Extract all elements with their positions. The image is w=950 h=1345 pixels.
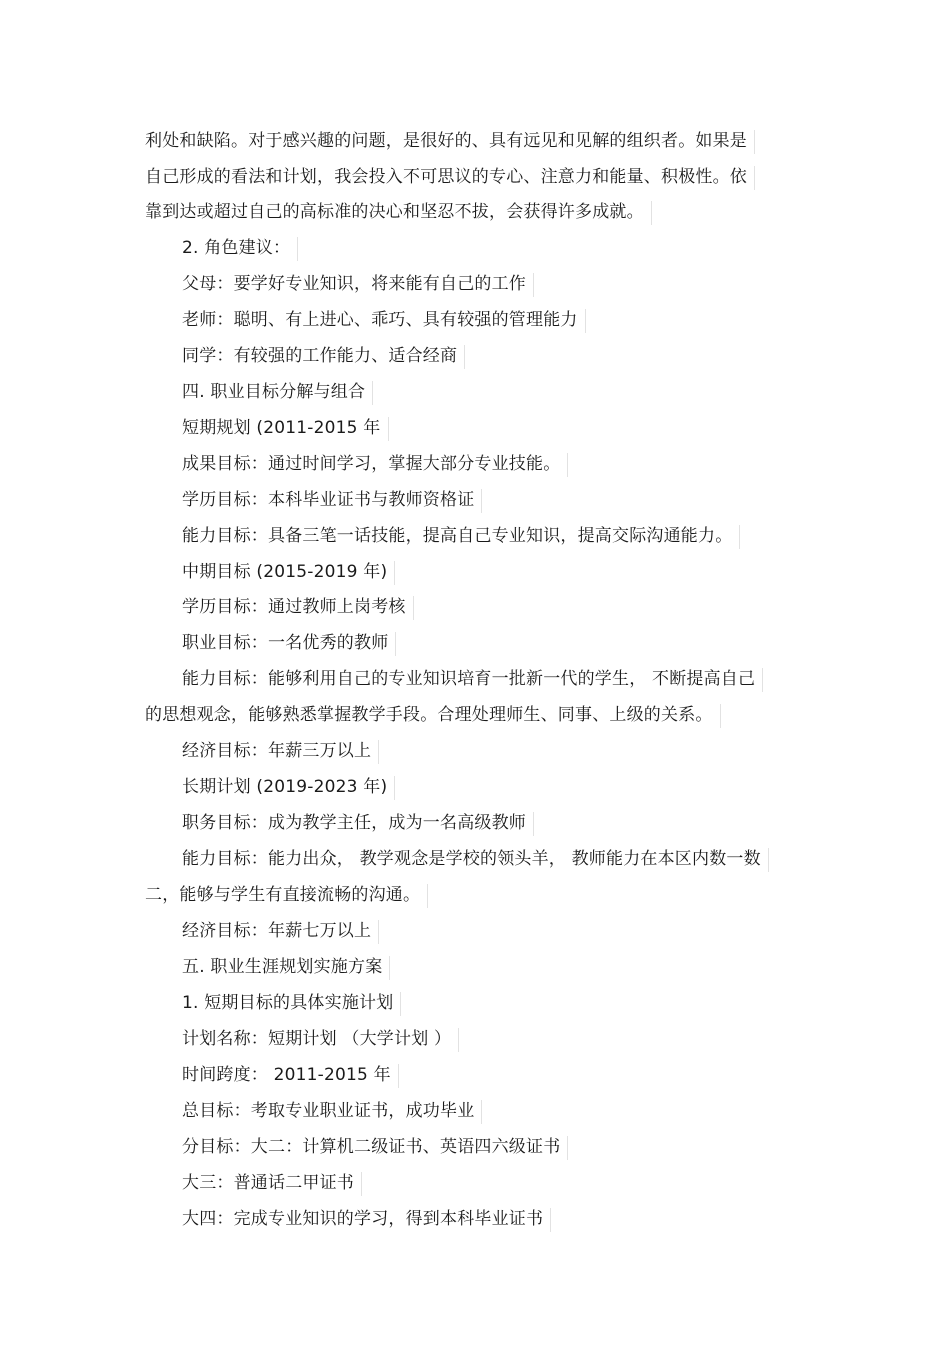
text-line: 的思想观念，能够熟悉掌握教学手段。合理处理师生、同事、上级的关系。 [145, 698, 713, 732]
text-line: 学历目标：本科毕业证书与教师资格证 [182, 483, 474, 517]
text-line: 成果目标：通过时间学习，掌握大部分专业技能。 [182, 447, 560, 481]
subsection-heading: 短期规划 (2011-2015 年 [182, 411, 381, 445]
text-line: 职务目标：成为教学主任，成为一名高级教师 [182, 806, 526, 840]
text-line: 时间跨度： 2011-2015 年 [182, 1058, 391, 1092]
text-line: 能力目标：具备三笔一话技能，提高自己专业知识，提高交际沟通能力。 [182, 519, 732, 553]
section-heading: 2. 角色建议： [182, 231, 290, 265]
text-line: 大四：完成专业知识的学习，得到本科毕业证书 [182, 1202, 543, 1236]
text-line: 能力目标：能够利用自己的专业知识培育一批新一代的学生， 不断提高自己 [182, 662, 755, 696]
subsection-heading: 长期计划 (2019-2023 年) [182, 770, 387, 804]
section-heading: 四. 职业目标分解与组合 [182, 375, 365, 409]
text-line: 分目标：大二：计算机二级证书、英语四六级证书 [182, 1130, 560, 1164]
text-line: 大三：普通话二甲证书 [182, 1166, 354, 1200]
text-line: 学历目标：通过教师上岗考核 [182, 590, 406, 624]
text-line: 同学：有较强的工作能力、适合经商 [182, 339, 457, 373]
text-line: 利处和缺陷。对于感兴趣的问题，是很好的、具有远见和见解的组织者。如果是 [145, 124, 747, 158]
text-line: 父母：要学好专业知识，将来能有自己的工作 [182, 267, 526, 301]
text-line: 经济目标：年薪三万以上 [182, 734, 371, 768]
subsection-heading: 中期目标 (2015-2019 年) [182, 555, 387, 589]
section-heading: 五. 职业生涯规划实施方案 [182, 950, 382, 984]
text-line: 计划名称：短期计划 （大学计划 ） [182, 1022, 451, 1056]
subsection-heading: 1. 短期目标的具体实施计划 [182, 986, 393, 1020]
text-line: 老师：聪明、有上进心、乖巧、具有较强的管理能力 [182, 303, 578, 337]
text-line: 经济目标：年薪七万以上 [182, 914, 371, 948]
text-line: 靠到达或超过自己的高标准的决心和坚忍不拔，会获得许多成就。 [145, 195, 644, 229]
text-line: 总目标：考取专业职业证书，成功毕业 [182, 1094, 474, 1128]
text-line: 能力目标：能力出众， 教学观念是学校的领头羊， 教师能力在本区内数一数 [182, 842, 761, 876]
text-line: 二，能够与学生有直接流畅的沟通。 [145, 878, 420, 912]
text-line: 自己形成的看法和计划，我会投入不可思议的专心、注意力和能量、积极性。依 [145, 160, 747, 194]
text-line: 职业目标：一名优秀的教师 [182, 626, 388, 660]
